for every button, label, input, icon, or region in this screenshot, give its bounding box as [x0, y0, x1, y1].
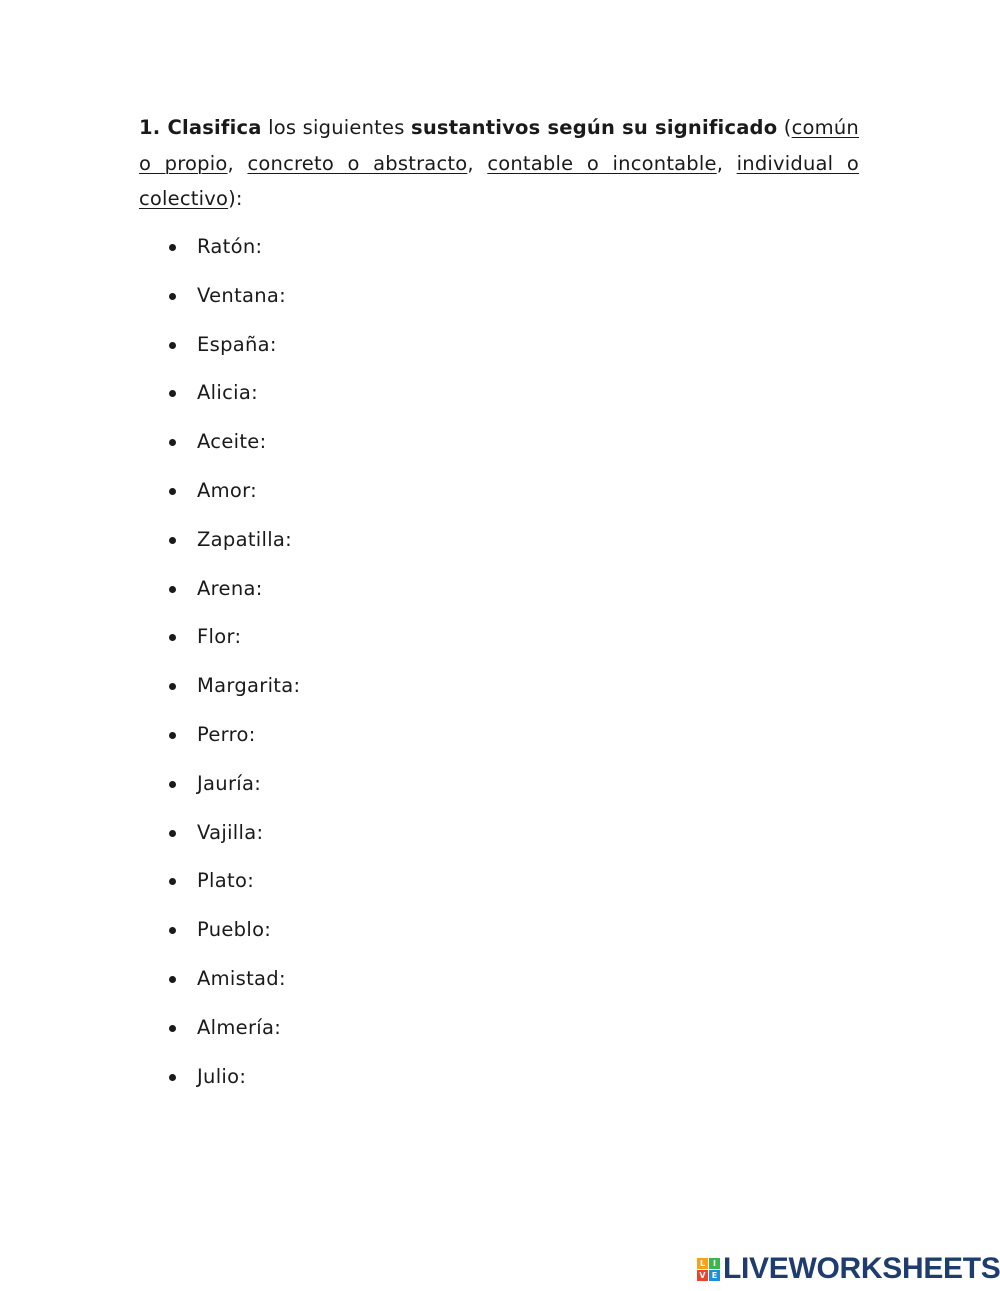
- instruction-text: los siguientes: [261, 116, 412, 139]
- noun-label: Amistad:: [197, 966, 286, 990]
- noun-label: Flor:: [197, 625, 242, 649]
- bullet-icon: [169, 244, 176, 251]
- noun-item: [0, 619, 1000, 668]
- liveworksheets-logo: [697, 1254, 1000, 1284]
- noun-label: Amor:: [197, 478, 258, 502]
- noun-label: Almería:: [197, 1015, 282, 1039]
- noun-item: [0, 961, 1000, 1010]
- noun-label: Aceite:: [197, 430, 267, 454]
- noun-item: [0, 327, 1000, 376]
- noun-label: Arena:: [197, 576, 263, 600]
- noun-label: Julio:: [197, 1064, 247, 1088]
- noun-item: [0, 863, 1000, 912]
- noun-label: Alicia:: [197, 381, 258, 405]
- bullet-icon: [169, 1074, 176, 1081]
- bullet-icon: [169, 488, 176, 495]
- bullet-icon: [169, 342, 176, 349]
- logo-letter-block: I: [709, 1258, 720, 1269]
- option-individual-colectivo: individual o colectivo: [139, 151, 859, 210]
- logo-letter-block: V: [697, 1270, 708, 1281]
- noun-item: [0, 473, 1000, 522]
- noun-item: [0, 424, 1000, 473]
- brand-name: LIVEWORKSHEETS: [723, 1252, 1000, 1285]
- noun-label: Jauría:: [197, 771, 262, 795]
- bullet-icon: [169, 830, 176, 837]
- noun-label: Pueblo:: [197, 918, 272, 942]
- noun-label: Ventana:: [197, 283, 287, 307]
- noun-item: [0, 668, 1000, 717]
- noun-item: [0, 717, 1000, 766]
- bullet-icon: [169, 878, 176, 885]
- noun-item: [0, 375, 1000, 424]
- bullet-icon: [169, 1025, 176, 1032]
- noun-item: [0, 229, 1000, 278]
- logo-letter-block: E: [709, 1270, 720, 1281]
- bullet-icon: [169, 293, 176, 300]
- exercise-number: 1.: [139, 116, 168, 139]
- noun-item: [0, 1059, 1000, 1108]
- noun-label: Plato:: [197, 869, 255, 893]
- bullet-icon: [169, 683, 176, 690]
- noun-item: [0, 522, 1000, 571]
- option-comun-propio: común o propio: [139, 116, 859, 175]
- bullet-icon: [169, 732, 176, 739]
- noun-list: [0, 229, 1000, 1107]
- bullet-icon: [169, 586, 176, 593]
- instruction-bold-phrase: sustantivos según su significado: [411, 116, 778, 139]
- noun-item: [0, 1010, 1000, 1059]
- noun-label: Ratón:: [197, 235, 263, 258]
- noun-label: Perro:: [197, 722, 256, 746]
- bullet-icon: [169, 976, 176, 983]
- bullet-icon: [169, 439, 176, 446]
- option-contable-incontable: contable o incontable: [487, 151, 717, 175]
- noun-label: Zapatilla:: [197, 527, 293, 551]
- logo-letter-block: L: [697, 1258, 708, 1269]
- noun-item: [0, 815, 1000, 864]
- noun-item: [0, 766, 1000, 815]
- noun-label: España:: [197, 332, 277, 356]
- noun-item: [0, 912, 1000, 961]
- live-blocks-icon: [697, 1258, 720, 1281]
- instruction-verb: Clasifica: [167, 116, 262, 139]
- bullet-icon: [169, 634, 176, 641]
- bullet-icon: [169, 390, 176, 397]
- noun-label: Vajilla:: [197, 820, 264, 844]
- bullet-icon: [169, 781, 176, 788]
- bullet-icon: [169, 927, 176, 934]
- noun-label: Margarita:: [197, 674, 301, 698]
- bullet-icon: [169, 537, 176, 544]
- noun-item: [0, 571, 1000, 620]
- noun-item: [0, 278, 1000, 327]
- option-concreto-abstracto: concreto o abstracto: [247, 151, 468, 175]
- exercise-instruction: 1. Clasifica los siguientes sustantivos según su significado (común o propio, concreto o abstracto, contable o incontable, individual o colectivo):: [139, 116, 859, 210]
